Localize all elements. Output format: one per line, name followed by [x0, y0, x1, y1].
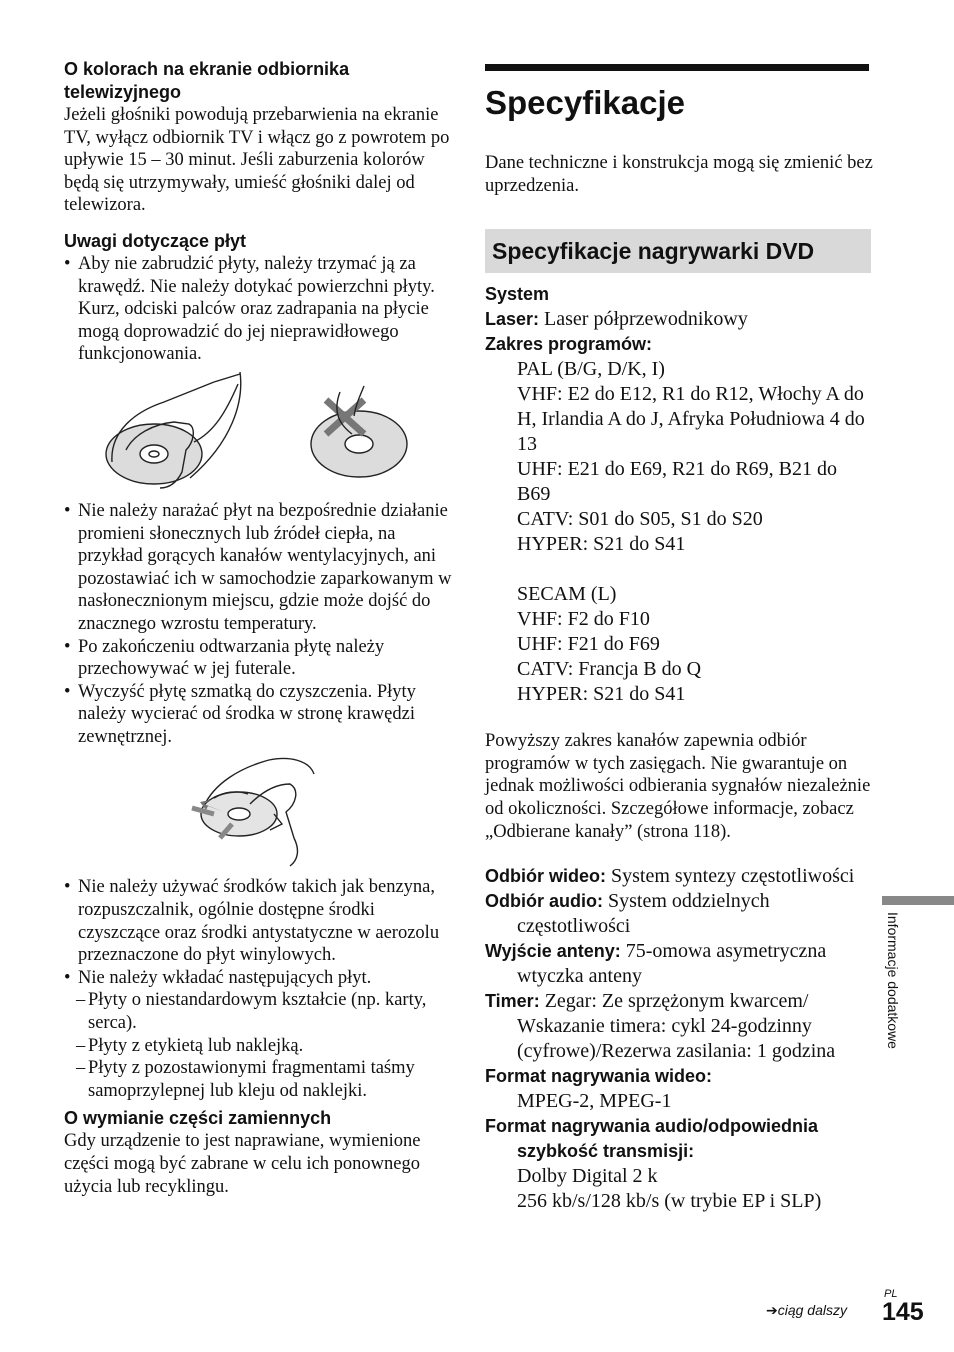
system-label: System: [485, 284, 550, 305]
range-line: UHF: F21 do F69: [517, 633, 660, 656]
list-item: – Płyty z etykietą lub naklejką.: [76, 1035, 304, 1056]
section-title: Specyfikacje nagrywarki DVD: [492, 237, 815, 264]
audio-format-line: Dolby Digital 2 k: [517, 1165, 658, 1188]
language-code: PL: [884, 1288, 898, 1300]
disc-bullets-1: [64, 253, 452, 366]
page-number: 145: [882, 1298, 924, 1326]
spec-item: Odbiór wideo: System syntezy częstotliwości: [485, 865, 855, 888]
range-line: UHF: E21 do E69, R21 do R69, B21 do B69: [517, 458, 838, 506]
intro-text: Dane techniczne i konstrukcja mogą się zmienić bez uprzedzenia.: [485, 153, 873, 196]
range-line: SECAM (L): [517, 583, 617, 606]
section-tab-marker: [882, 896, 954, 905]
section-header: [485, 229, 871, 273]
list-item: – Płyty o niestandardowym kształcie (np. karty, serca).: [76, 990, 427, 1034]
audio-format-line: 256 kb/s/128 kb/s (w trybie EP i SLP): [517, 1190, 822, 1213]
list-item: • Nie należy wkładać następujących płyt.: [64, 967, 372, 988]
list-item: – Płyty z pozostawionymi fragmentami taśmy samoprzylepnej lub kleju od naklejki.: [76, 1058, 415, 1101]
laser-value: Laser półprzewodnikowy: [544, 308, 748, 331]
range-line: CATV: S01 do S05, S1 do S20: [517, 508, 763, 531]
disc-bullets-2: [64, 500, 452, 749]
disc-cleaning-illustration: [64, 754, 452, 870]
laser-label: Laser:: [485, 309, 540, 330]
disc-dash-list: [64, 989, 452, 1102]
arrow-right-icon: ➔: [766, 1302, 778, 1318]
list-item: • Po zakończeniu odtwarzania płytę należy przechowywać w jej futerale.: [64, 636, 385, 680]
right-column: [485, 64, 875, 1214]
continued-indicator: [766, 1302, 847, 1319]
discs-heading: Uwagi dotyczące płyt: [64, 230, 247, 251]
range-line: CATV: Francja B do Q: [517, 658, 702, 681]
range-line: VHF: E2 do E12, R1 do R12, Włochy A do H, Irlandia A do J, Afryka Południowa 4 do 13: [517, 383, 865, 456]
list-item: • Aby nie zabrudzić płyty, należy trzymać ją za krawędź. Nie należy dotykać powierzchni płyty. Kurz, odciski palców oraz zadrapania na płycie mogą doprowadzić do jej nieprawidłowego funkcjonowania.: [64, 253, 435, 365]
spec-item: Odbiór audio: System oddzielnych częstotliwości: [485, 890, 770, 938]
range-line: HYPER: S21 do S41: [517, 683, 686, 706]
list-item: • Wyczyść płytę szmatką do czyszczenia. Płyty należy wycierać od środka w stronę krawędzi zewnętrznej.: [64, 681, 416, 747]
spec-item: Timer: Zegar: Ze sprzężonym kwarcem/ Wskazanie timera: cykl 24-godzinny (cyfrowe)/Rezerwa zasilania: 1 godzina: [485, 990, 836, 1063]
list-item: • Nie należy narażać płyt na bezpośrednie działanie promieni słonecznych lub źródeł ciepła, na przykład gorących kanałów wentylacyjnych, ani pozostawiać ich w samochodzie zaparkowanym w nasłonecznionym miejscu, gdzie może dojść do znacznego wzrostu temperatury.: [64, 500, 452, 634]
colors-heading: O kolorach na ekranie odbiornika telewizyjnego: [64, 59, 350, 102]
continued-text: ciąg dalszy: [777, 1302, 847, 1318]
spec-list: [485, 282, 875, 707]
range-line: PAL (B/G, D/K, I): [517, 358, 665, 381]
secam-range-block: [485, 582, 875, 707]
spec-list-2: [485, 864, 875, 1214]
range-label: Zakres programów:: [485, 334, 653, 355]
range-note: Powyższy zakres kanałów zapewnia odbiór programów w tych zasięgach. Nie gwarantuje on jednak możliwości odbierania sygnałów niezależnie od okoliczności. Szczegółowe informacje, zobacz „Odbierane kanały” (strona 118).: [485, 731, 871, 842]
parts-text: Gdy urządzenie to jest naprawiane, wymienione części mogą być zabrane w celu ich ponownego użycia lub recyklingu.: [64, 1131, 421, 1197]
disc-held-wrong-icon: [311, 386, 407, 477]
title-rule: [485, 64, 869, 71]
spec-item: Wyjście anteny: 75-omowa asymetryczna wtyczka anteny: [485, 940, 827, 988]
video-format-label: Format nagrywania wideo:: [485, 1066, 713, 1087]
disc-held-correctly-icon: [106, 372, 241, 488]
colors-text: Jeżeli głośniki powodują przebarwienia na ekranie TV, wyłącz odbiornik TV i włącz go z powrotem po upływie 15 – 30 minut. Jeśli zaburzenia kolorów będą się utrzymywały, umieść głośniki dalej od telewizora.: [64, 105, 450, 216]
audio-format-label: Format nagrywania audio/odpowiednia szybkość transmisji:: [485, 1116, 819, 1162]
disc-handling-illustration: [64, 372, 452, 492]
range-line: HYPER: S21 do S41: [517, 533, 686, 556]
parts-heading: O wymianie części zamiennych: [64, 1108, 332, 1129]
video-format-value: MPEG-2, MPEG-1: [517, 1090, 672, 1113]
left-column: [64, 58, 452, 1198]
disc-bullets-3: [64, 876, 452, 989]
pal-range-block: [485, 357, 875, 557]
side-section-label: Informacje dodatkowe: [885, 912, 901, 1049]
page-title: Specyfikacje: [485, 84, 685, 121]
range-line: VHF: F2 do F10: [517, 608, 650, 631]
list-item: • Nie należy używać środków takich jak benzyna, rozpuszczalnik, ogólnie dostępne środki czyszczące oraz środki antystatyczne w aerozolu przeznaczone do płyt winylowych.: [64, 877, 440, 966]
